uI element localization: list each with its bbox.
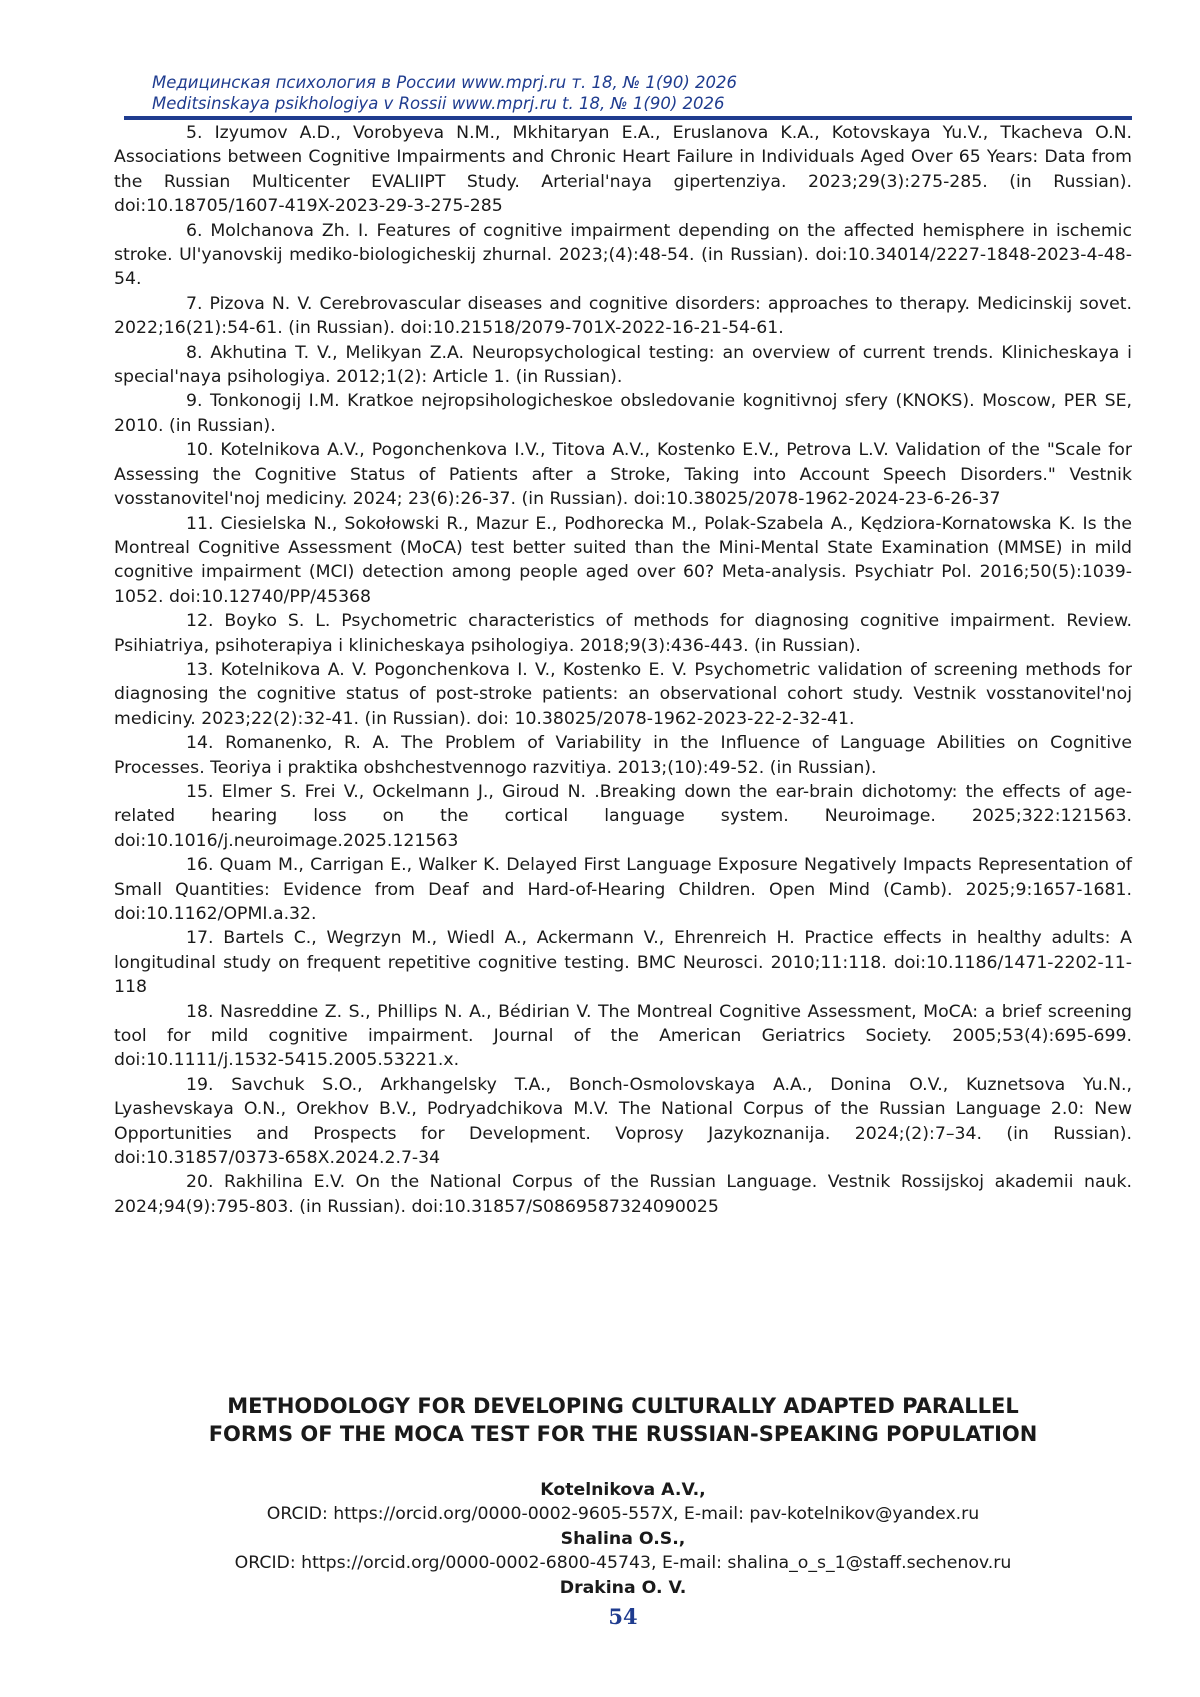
page-number: 54 xyxy=(608,1604,638,1629)
author-orcid: ORCID: https://orcid.org/0000-0002-9605-557X, E-mail: pav-kotelnikov@yandex.ru xyxy=(266,1504,980,1525)
reference-item: 5. Izyumov A.D., Vorobyeva N.M., Mkhitaryan E.A., Eruslanova K.A., Kotovskaya Yu.V., Tkacheva O.N. Associations between Cognitive Impairments and Chronic Heart Failure in Individuals Aged Over 65 Years: Data from the Russian Multicenter EVALIIPT Study. Arterial'naya gipertenziya. 2023;29(3):275-285. (in Russian). doi:10.18705/1607-419X-2023-29-3-275-285 xyxy=(114,123,1132,217)
header-line-translit: Meditsinskaya psikhologiya v Rossii www.mprj.ru t. 18, № 1(90) 2026 xyxy=(152,94,725,113)
reference-item: 20. Rakhilina E.V. On the National Corpus of the Russian Language. Vestnik Rossijskoj akademii nauk. 2024;94(9):795-803. (in Russian). doi:10.31857/S0869587324090025 xyxy=(114,1172,1132,1217)
reference-item: 19. Savchuk S.O., Arkhangelsky T.A., Bonch-Osmolovskaya A.A., Donina O.V., Kuznetsova Yu.N., Lyashevskaya O.N., Orekhov B.V., Podryadchikova M.V. The National Corpus of the Russian Language 2.0: New Opportunities and Prospects for Development. Voprosy Jazykoznanija. 2024;(2):7–34. (in Russian). doi:10.31857/0373-658X.2024.2.7-34 xyxy=(114,1074,1132,1169)
reference-item: 8. Akhutina T. V., Melikyan Z.A. Neuropsychological testing: an overview of current trends. Klinicheskaya i special'naya psihologiya. 2012;1(2): Article 1. (in Russian). xyxy=(114,342,1132,388)
reference-item: 7. Pizova N. V. Cerebrovascular diseases and cognitive disorders: approaches to therapy. Medicinskij sovet. 2022;16(21):54-61. (in Russian). doi:10.21518/2079-701X-2022-16-21-54-61. xyxy=(114,293,1132,339)
article-title-line-2: FORMS OF THE MOCA TEST FOR THE RUSSIAN-SPEAKING POPULATION xyxy=(208,1422,1038,1446)
reference-item: 14. Romanenko, R. A. The Problem of Variability in the Influence of Language Abilities on Cognitive Processes. Teoriya i praktika obshchestvennogo razvitiya. 2013;(10):49-52. (in Russian). xyxy=(114,733,1132,778)
author-orcid: ORCID: https://orcid.org/0000-0002-6800-45743, E-mail: shalina_o_s_1@staff.sechenov.ru xyxy=(234,1553,1012,1574)
reference-item: 12. Boyko S. L. Psychometric characteristics of methods for diagnosing cognitive impairment. Review. Psihiatriya, psihoterapiya i klinicheskaya psihologiya. 2018;9(3):436-443. (in Russian). xyxy=(114,611,1132,656)
article-title xyxy=(114,1392,1132,1448)
running-header xyxy=(152,72,1132,114)
author-list xyxy=(114,1478,1132,1600)
reference-item: 16. Quam M., Carrigan E., Walker K. Delayed First Language Exposure Negatively Impacts Representation of Small Quantities: Evidence from Deaf and Hard-of-Hearing Children. Open Mind (Camb). 2025;9:1657-1681. doi:10.1162/OPMI.a.32. xyxy=(114,855,1132,924)
reference-item: 15. Elmer S. Frei V., Ockelmann J., Giroud N. .Breaking down the ear-brain dichotomy: the effects of age-related hearing loss on the cortical language system. Neuroimage. 2025;322:121563. doi:10.1016/j.neuroimage.2025.121563 xyxy=(114,781,1132,851)
reference-list xyxy=(114,121,1132,1219)
reference-item: 17. Bartels C., Wegrzyn M., Wiedl A., Ackermann V., Ehrenreich H. Practice effects in healthy adults: A longitudinal study on frequent repetitive cognitive testing. BMC Neurosci. 2010;11:118. doi:10.1186/1471-2202-11-118 xyxy=(114,928,1132,998)
reference-item: 11. Ciesielska N., Sokołowski R., Mazur E., Podhorecka M., Polak-Szabela A., Kędziora-Kornatowska K. Is the Montreal Cognitive Assessment (MoCA) test better suited than the Mini-Mental State Examination (MMSE) in mild cognitive impairment (MCI) detection among people aged over 60? Meta-analysis. Psychiatr Pol. 2016;50(5):1039-1052. doi:10.12740/PP/45368 xyxy=(114,513,1132,607)
author-name: Kotelnikova A.V., xyxy=(540,1480,706,1500)
author-name: Shalina O.S., xyxy=(560,1528,686,1549)
reference-item: 13. Kotelnikova A. V. Pogonchenkova I. V., Kostenko E. V. Psychometric validation of screening methods for diagnosing the cognitive status of post-stroke patients: an observational cohort study. Vestnik vosstanovitel'noj mediciny. 2023;22(2):32-41. (in Russian). doi: 10.38025/2078-1962-2023-22-2-32-41. xyxy=(114,659,1132,729)
header-line-ru: Медицинская психология в России www.mprj.ru т. 18, № 1(90) 2026 xyxy=(152,73,737,92)
reference-item: 9. Tonkonogij I.M. Kratkoe nejropsihologicheskoe obsledovanie kognitivnoj sfery (KNOKS). Moscow, PER SE, 2010. (in Russian). xyxy=(114,391,1132,436)
author-name: Drakina O. V. xyxy=(559,1577,687,1598)
header-rule xyxy=(124,116,1132,120)
reference-item: 10. Kotelnikova A.V., Pogonchenkova I.V., Titova A.V., Kostenko E.V., Petrova L.V. Validation of the "Scale for Assessing the Cognitive Status of Patients after a Stroke, Taking into Account Speech Disorders." Vestnik vosstanovitel'noj mediciny. 2024; 23(6):26-37. (in Russian). doi:10.38025/2078-1962-2024-23-6-26-37 xyxy=(114,440,1132,510)
reference-item: 6. Molchanova Zh. I. Features of cognitive impairment depending on the affected hemisphere in ischemic stroke. Ul'yanovskij mediko-biologicheskij zhurnal. 2023;(4):48-54. (in Russian). doi:10.34014/2227-1848-2023-4-48-54. xyxy=(114,220,1132,290)
article-title-line-1: METHODOLOGY FOR DEVELOPING CULTURALLY ADAPTED PARALLEL xyxy=(227,1394,1019,1418)
reference-item: 18. Nasreddine Z. S., Phillips N. A., Bédirian V. The Montreal Cognitive Assessment, MoCA: a brief screening tool for mild cognitive impairment. Journal of the American Geriatrics Society. 2005;53(4):695-699. doi:10.1111/j.1532-5415.2005.53221.x. xyxy=(114,1001,1132,1071)
